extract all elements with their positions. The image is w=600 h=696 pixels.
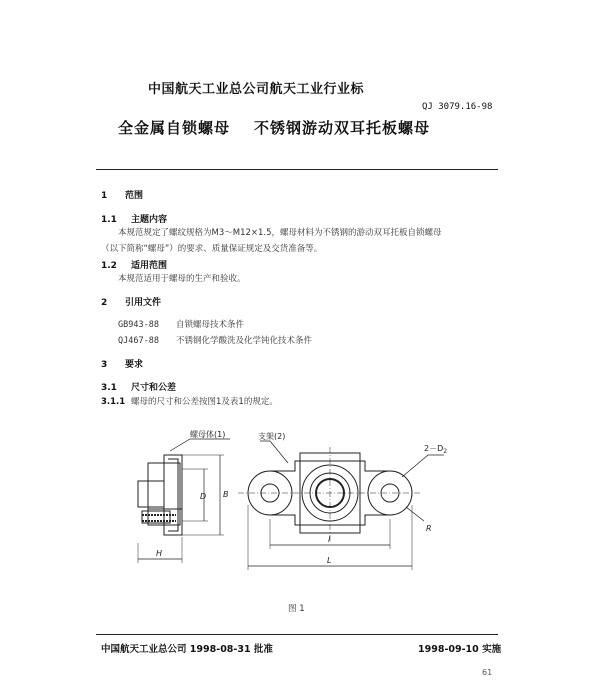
figure-1-drawing — [120, 425, 450, 600]
page-number: 61 — [482, 668, 493, 677]
front-view — [238, 441, 444, 570]
side-view — [138, 439, 230, 563]
reference-item — [118, 318, 244, 330]
dim-label-B: B — [223, 490, 229, 499]
dim-label-l: l — [328, 535, 331, 544]
reference-code: GB943-88 — [118, 320, 159, 330]
section-3-1-1-text: 3.1.1 螺母的尺寸和公差按图1及表1的规定。 — [101, 397, 278, 407]
footer-rule — [96, 634, 498, 635]
dim-label-D: D — [200, 492, 207, 501]
reference-code: QJ467-88 — [118, 336, 159, 346]
dim-label-R: R — [426, 524, 432, 533]
dim-label-L: L — [327, 556, 332, 565]
section-3-1-heading: 3.1 尺寸和公差 — [101, 383, 177, 393]
section-1-1-heading: 1.1 主题内容 — [101, 215, 168, 225]
standard-number: QJ 3079.16-98 — [422, 102, 493, 112]
issuing-organization: 中国航天工业总公司航天工业行业标 — [148, 82, 365, 97]
reference-item — [118, 334, 312, 346]
section-1-heading: 1 范围 — [101, 191, 144, 201]
implementation-date: 1998-09-10 实施 — [418, 644, 502, 655]
document-title — [118, 117, 430, 138]
section-1-2-heading: 1.2 适用范围 — [101, 261, 168, 271]
section-1-2-paragraph: 本规范适用于螺母的生产和验收。 — [118, 274, 246, 284]
figure-label-nut-body: 螺母体(1) — [190, 430, 226, 439]
section-2-heading: 2 引用文件 — [101, 298, 162, 308]
section-1-1-paragraph-line-1: 本规范规定了螺纹规格为M3～M12×1.5，螺母材料为不锈钢的游动双耳托板自锁螺母 — [118, 228, 442, 238]
title-part-2: 不锈钢游动双耳托板螺母 — [254, 119, 431, 137]
figure-caption: 图 1 — [288, 604, 305, 614]
figure-label-bracket: 支架(2) — [258, 432, 286, 441]
section-1-1-paragraph-line-2: （以下简称“螺母”）的要求、质量保证规定及交货准备等。 — [101, 244, 323, 254]
header-rule — [96, 169, 498, 170]
reference-desc: 不锈钢化学酸洗及化学钝化技术条件 — [176, 336, 313, 346]
dim-label-H: H — [156, 549, 163, 558]
reference-desc: 自锁螺母技术条件 — [176, 320, 245, 330]
title-part-1: 全金属自锁螺母 — [118, 119, 231, 137]
approval-line: 中国航天工业总公司 1998-08-31 批准 — [101, 644, 273, 655]
figure-label-hole: $2-D_2$ — [424, 444, 448, 455]
section-3-heading: 3 要求 — [101, 360, 144, 370]
